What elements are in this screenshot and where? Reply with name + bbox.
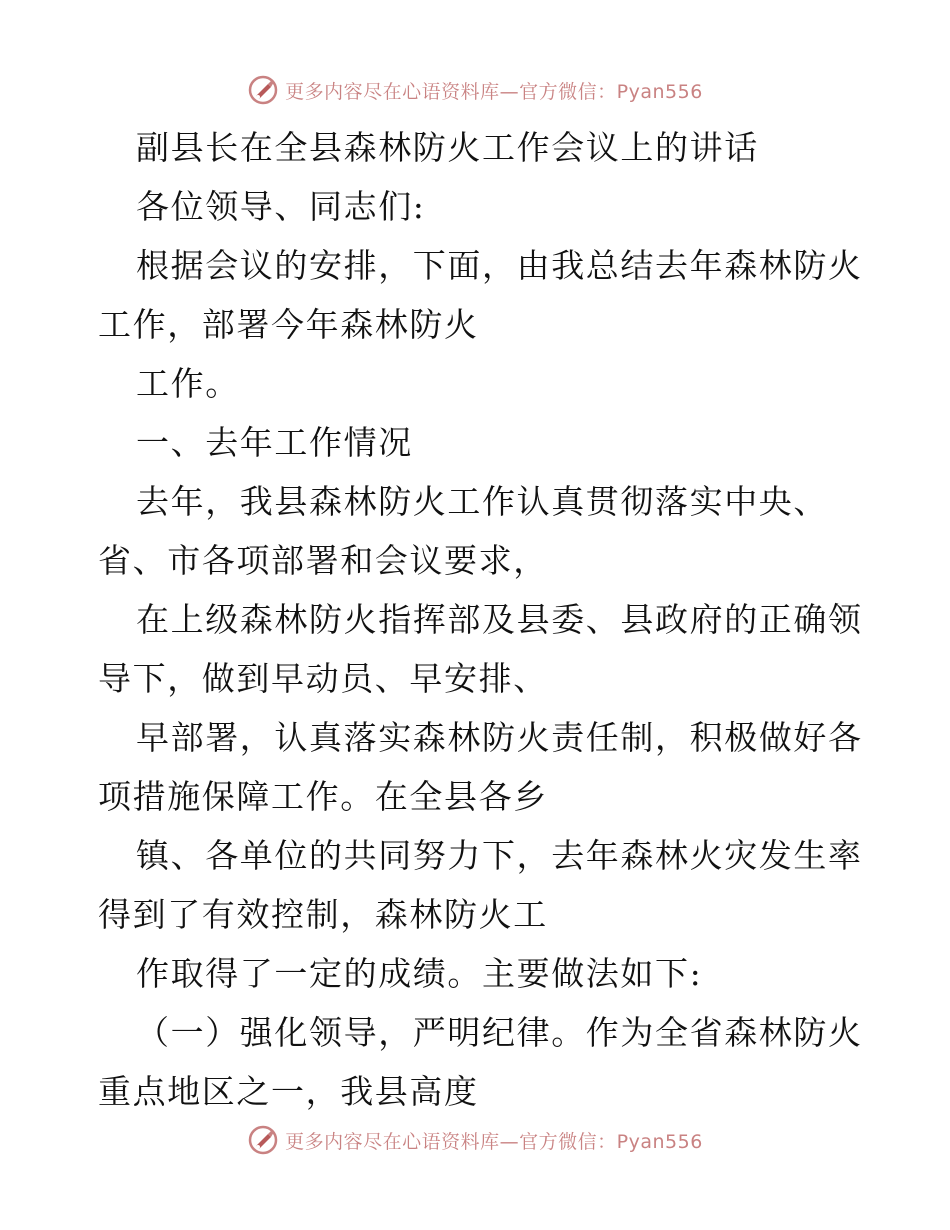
paragraph-line: 项措施保障工作。在全县各乡 — [98, 777, 548, 816]
watermark-text: 更多内容尽在心语资料库—官方微信：Pyan556 — [285, 80, 703, 103]
paragraph-line: 工作。 — [136, 364, 240, 403]
watermark-footer — [0, 1120, 950, 1160]
paragraph-line: 导下，做到早动员、早安排、 — [98, 659, 548, 698]
paragraph-line: （一）强化领导，严明纪律。作为全省森林防火 — [136, 1013, 863, 1052]
paragraph-line: 作取得了一定的成绩。主要做法如下: — [136, 954, 703, 993]
document-body — [98, 118, 863, 1121]
paragraph-line: 在上级森林防火指挥部及县委、县政府的正确领 — [136, 600, 863, 639]
brand-logo-icon — [247, 1124, 279, 1156]
paragraph-line: 一、去年工作情况 — [136, 423, 413, 462]
paragraph-line: 早部署，认真落实森林防火责任制，积极做好各 — [136, 718, 863, 757]
document-title: 副县长在全县森林防火工作会议上的讲话 — [136, 128, 759, 167]
paragraph-line: 得到了有效控制，森林防火工 — [98, 895, 548, 934]
paragraph-line: 根据会议的安排，下面，由我总结去年森林防火 — [136, 246, 863, 285]
paragraph-line: 镇、各单位的共同努力下，去年森林火灾发生率 — [136, 836, 863, 875]
watermark-text: 更多内容尽在心语资料库—官方微信：Pyan556 — [285, 1130, 703, 1153]
paragraph-line: 各位领导、同志们: — [136, 187, 426, 226]
paragraph-line: 重点地区之一，我县高度 — [98, 1072, 479, 1111]
watermark-header — [0, 70, 950, 110]
paragraph-line: 去年，我县森林防火工作认真贯彻落实中央、 — [136, 482, 828, 521]
brand-logo-icon — [247, 74, 279, 106]
paragraph-line: 省、市各项部署和会议要求， — [98, 541, 548, 580]
paragraph-line: 工作，部署今年森林防火 — [98, 305, 479, 344]
